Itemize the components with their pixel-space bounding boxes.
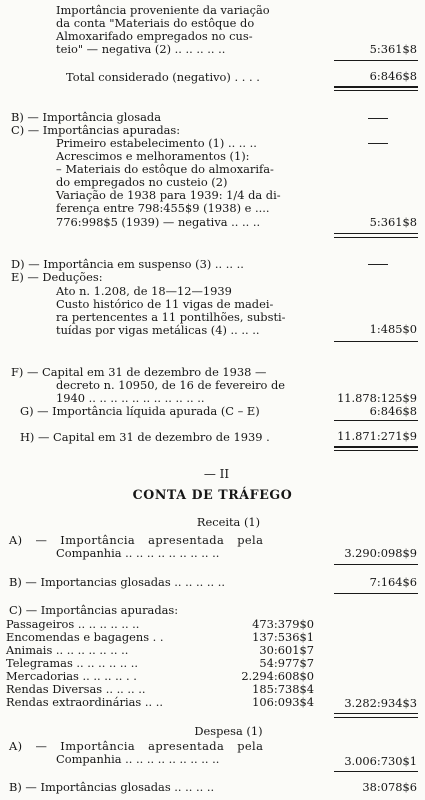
receita-item-label: Rendas Diversas .. .. .. .. xyxy=(6,682,146,696)
section-numeral: — II xyxy=(203,467,230,481)
h1-label: H) — Capital em 31 de dezembro de 1939 . xyxy=(20,430,270,444)
top-line-3: Almoxarifado empregados no cus- xyxy=(56,29,253,43)
e1-value: 1:485$0 xyxy=(369,322,417,336)
e1-line-5: tuídas por vigas metálicas (4) .. .. .. xyxy=(56,323,260,337)
receita-item-label: Encomendas e bagagens . . xyxy=(6,630,164,644)
f1-value: 11.878:125$9 xyxy=(337,391,417,405)
receita-c-rule-2 xyxy=(334,717,418,718)
c1-dash-1 xyxy=(368,143,388,144)
receita-item-value: 30:601$7 xyxy=(259,643,314,657)
receita-item-value: 2.294:608$0 xyxy=(241,669,314,683)
c1-line-5: do empregados no custeio (2) xyxy=(56,175,228,189)
e1-line-4: ra pertencentes a 11 pontilhões, substi- xyxy=(56,310,286,324)
d1-dash xyxy=(368,264,388,265)
receita-a-rule xyxy=(334,564,418,565)
receita-item-value: 54:977$7 xyxy=(259,656,314,670)
despesa-b-label: B) — Importâncias glosadas .. .. .. .. xyxy=(9,780,215,794)
f1-line-1: F) — Capital em 31 de dezembro de 1938 — xyxy=(11,365,267,379)
despesa-a-rule xyxy=(334,771,418,772)
g1-label: G) — Importância líquida apurada (C – E) xyxy=(20,404,260,418)
receita-a-line-1: A) — Importância apresentada pela xyxy=(9,533,264,547)
h1-rule-1 xyxy=(334,446,418,448)
c1-value: 5:361$8 xyxy=(369,215,417,229)
c1-line-2: Primeiro estabelecimento (1) .. .. .. xyxy=(56,136,257,150)
top-line-4: teio" — negativa (2) .. .. .. .. .. xyxy=(56,42,226,56)
top-value-rule xyxy=(334,60,418,61)
receita-b-label: B) — Importancias glosadas .. .. .. .. .. xyxy=(9,575,225,589)
b1-label: B) — Importância glosada xyxy=(11,110,161,124)
e1-line-1: E) — Deduções: xyxy=(11,270,103,284)
total-value: 6:846$8 xyxy=(369,69,417,83)
top-line-1: Importância proveniente da variação xyxy=(56,3,270,17)
f1-line-3: 1940 .. .. .. .. .. .. .. .. .. .. .. xyxy=(56,391,205,405)
receita-item-label: Rendas extraordinárias .. .. xyxy=(6,695,163,709)
receita-b-rule xyxy=(334,593,418,594)
b1-dash xyxy=(368,118,388,119)
despesa-heading: Despesa (1) xyxy=(194,724,263,738)
h1-rule-2 xyxy=(334,450,418,451)
despesa-a-line-2: Companhia .. .. .. .. .. .. .. .. .. xyxy=(56,752,220,766)
receita-heading: Receita (1) xyxy=(196,515,261,529)
c1-rule xyxy=(334,233,418,234)
d1-label: D) — Importância em suspenso (3) .. .. .. xyxy=(11,257,244,271)
receita-c-total: 3.282:934$3 xyxy=(344,696,417,710)
c1-line-1: C) — Importâncias apuradas: xyxy=(11,123,181,137)
receita-item-label: Mercadorias .. .. .. .. . . xyxy=(6,669,137,683)
despesa-a-value: 3.006:730$1 xyxy=(344,754,417,768)
despesa-b-value: 38:078$6 xyxy=(362,780,417,794)
c1-line-4: – Materiais do estôque do almoxarifa- xyxy=(56,162,274,176)
g1-rule xyxy=(334,420,418,421)
receita-b-value: 7:164$6 xyxy=(369,575,417,589)
total-rule-2 xyxy=(334,90,418,91)
receita-item-value: 137:536$1 xyxy=(252,630,314,644)
despesa-a-line-1: A) — Importância apresentada pela xyxy=(9,739,264,753)
receita-item-label: Telegramas .. .. .. .. .. .. xyxy=(6,656,138,670)
receita-a-line-2: Companhia .. .. .. .. .. .. .. .. .. xyxy=(56,546,220,560)
c1-line-6: Variação de 1938 para 1939: 1/4 da di- xyxy=(56,188,281,202)
e1-line-2: Ato n. 1.208, de 18—12—1939 xyxy=(56,284,232,298)
receita-c-label: C) — Importâncias apuradas: xyxy=(9,603,179,617)
c1-rule-2 xyxy=(334,237,418,238)
c1-line-7: ferença entre 798:455$9 (1938) e .... xyxy=(56,201,270,215)
top-value: 5:361$8 xyxy=(369,42,417,56)
e1-line-3: Custo histórico de 11 vigas de madei- xyxy=(56,297,274,311)
receita-item-value: 106:093$4 xyxy=(252,695,314,709)
total-rule-1 xyxy=(334,86,418,88)
receita-item-value: 473:379$0 xyxy=(252,617,314,631)
c1-line-3: Acrescimos e melhoramentos (1): xyxy=(56,149,250,163)
c1-line-8: 776:998$5 (1939) — negativa .. .. .. xyxy=(56,215,261,229)
f1-line-2: decreto n. 10950, de 16 de fevereiro de xyxy=(56,378,286,392)
top-line-2: da conta "Materiais do estôque do xyxy=(56,16,255,30)
receita-c-rule-1 xyxy=(334,713,418,714)
e1-rule xyxy=(334,341,418,342)
receita-item-value: 185:738$4 xyxy=(252,682,314,696)
h1-value: 11.871:271$9 xyxy=(337,429,417,443)
section-title: CONTA DE TRÁFEGO xyxy=(132,487,293,502)
total-label: Total considerado (negativo) . . . . xyxy=(66,70,260,84)
receita-a-value: 3.290:098$9 xyxy=(344,546,417,560)
g1-value: 6:846$8 xyxy=(369,404,417,418)
receita-item-label: Passageiros .. .. .. .. .. .. xyxy=(6,617,140,631)
receita-item-label: Animais .. .. .. .. .. .. .. xyxy=(6,643,129,657)
